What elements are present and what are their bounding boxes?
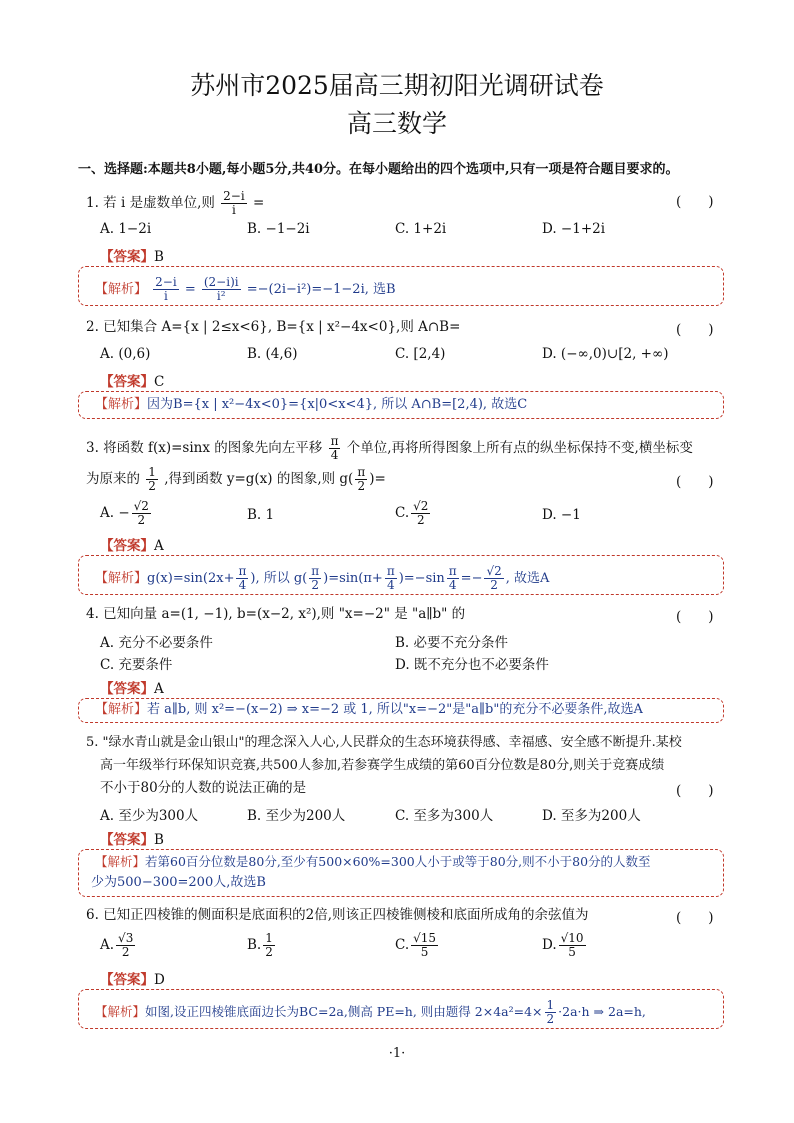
q1-frac-num: 2−i	[223, 189, 245, 203]
q3-shift-frac	[329, 435, 341, 462]
q6-opt-d-n: √10	[560, 931, 584, 945]
q2-analysis-text: 因为B={x | x²−4x<0}={x|0<x<4}, 所以 A∩B=[2,4), 故选C	[147, 397, 528, 412]
q2-option-a: A. (0,6)	[100, 346, 151, 362]
q1-frac-den: i	[232, 203, 236, 217]
q2-analysis-label: 【解析】	[95, 397, 148, 412]
q6-option-d	[542, 932, 588, 959]
q6-an-a: 如图,设正四棱锥底面边长为BC=2a,侧高 PE=h, 则由题得 2×4a²=4×	[145, 1004, 543, 1019]
q1-answer-label: 【答案】	[100, 249, 154, 265]
q2-answer	[100, 370, 164, 390]
q3-opt-a-d: 2	[137, 513, 146, 527]
q4-analysis-text: 若 a∥b, 则 x²=−(x−2) ⇒ x=−2 或 1, 所以"x=−2"是"a∥b"的充分不必要条件,故选A	[147, 702, 643, 717]
q3-opt-c-d: 2	[416, 513, 425, 527]
q3-answer-paren: ( )	[676, 474, 714, 490]
q1-answer-value: B	[154, 249, 164, 265]
q5-answer-paren: ( )	[676, 783, 714, 799]
q6-opt-a-frac	[116, 932, 135, 959]
q6-option-c	[395, 932, 440, 959]
q4-analysis	[95, 700, 643, 720]
q5-option-c: C. 至多为300人	[395, 808, 494, 824]
q6-analysis	[95, 999, 646, 1026]
q3-an-a-n: π	[238, 564, 247, 578]
q6-opt-b-frac	[263, 932, 275, 959]
q1-option-b: B. −1−2i	[247, 221, 310, 237]
q4-answer-value: A	[154, 681, 164, 697]
q3-an-frac-e	[484, 565, 503, 592]
q4-answer-label: 【答案】	[100, 681, 154, 697]
q6-opt-a-pre: A.	[100, 937, 115, 953]
q3-an-a-d: 4	[238, 578, 247, 592]
q3-an-frac-a	[236, 565, 248, 592]
q5-stem-line1: 5. "绿水青山就是金山银山"的理念深入人心,人民群众的生态环境获得感、幸福感、安全感不断提升.某校	[86, 735, 682, 750]
q1-an-f2d: i²	[216, 289, 226, 303]
q6-opt-c-n: √15	[413, 931, 437, 945]
q1-fraction	[221, 190, 247, 217]
q5-analysis-line1	[95, 852, 651, 872]
q3-an-c: )=sin(π+	[323, 571, 383, 586]
q3-half-d: 2	[148, 479, 156, 493]
q3-answer-label: 【答案】	[100, 538, 154, 554]
q6-answer-paren: ( )	[676, 910, 714, 926]
q6-analysis-box	[78, 989, 724, 1029]
q3-an-d-d: 4	[448, 578, 457, 592]
q4-analysis-label: 【解析】	[95, 702, 148, 717]
q3-gp-frac	[355, 466, 367, 493]
q4-option-b: B. 必要不充分条件	[395, 635, 509, 651]
q6-answer-label: 【答案】	[100, 972, 154, 988]
q3-gp-n: π	[357, 465, 366, 479]
q5-option-a: A. 至少为300人	[100, 808, 199, 824]
q3-option-b: B. 1	[247, 507, 275, 523]
q4-option-a: A. 充分不必要条件	[100, 635, 213, 651]
q3-an-d-n: π	[448, 564, 457, 578]
q3-opt-a-n: √2	[133, 499, 149, 513]
q3-stem-line2	[86, 466, 386, 493]
q2-stem: 2. 已知集合 A={x | 2≤x<6}, B={x | x²−4x<0},则 A∩B=	[86, 319, 461, 335]
q5-analysis-box	[78, 849, 724, 897]
q2-option-c: C. [2,4)	[395, 346, 446, 362]
q1-stem	[86, 190, 264, 217]
q3-opt-a-pre: A. −	[100, 505, 130, 521]
q4-option-d: D. 既不充分也不必要条件	[395, 657, 549, 673]
q3-an-frac-b	[309, 565, 321, 592]
q5-stem-line2: 高一年级举行环保知识竞赛,共500人参加,若参赛学生成绩的第60百分位数是80分,则关于竞赛成绩	[100, 758, 665, 773]
q3-answer-value: A	[154, 538, 164, 554]
q6-an-d: 2	[546, 1012, 555, 1026]
q6-option-b	[247, 932, 277, 959]
q2-answer-paren: ( )	[676, 322, 714, 338]
q6-opt-d-frac	[559, 932, 586, 959]
q3-line2-post: )=	[369, 471, 386, 487]
q1-an-f1d: i	[164, 289, 168, 303]
q5-analysis-label: 【解析】	[95, 854, 146, 869]
q6-analysis-label: 【解析】	[95, 1004, 146, 1019]
q3-answer	[100, 534, 164, 554]
q1-option-a: A. 1−2i	[100, 221, 152, 237]
q6-an-frac	[545, 999, 557, 1026]
q6-opt-d-pre: D.	[542, 937, 557, 953]
q3-an-d: )=−sin	[398, 571, 445, 586]
q3-opt-c-frac	[411, 500, 430, 527]
q6-opt-b-n: 1	[265, 931, 273, 945]
q5-option-b: B. 至少为200人	[247, 808, 346, 824]
q4-answer	[100, 677, 164, 697]
q1-an-f1n: 2−i	[155, 275, 177, 289]
q3-opt-a-frac	[132, 500, 151, 527]
q3-an-b-n: π	[311, 564, 320, 578]
q6-opt-b-d: 2	[265, 945, 273, 959]
q6-opt-d-d: 5	[568, 945, 576, 959]
page-subtitle: 高三数学	[346, 109, 447, 138]
q3-an-frac-c	[385, 565, 397, 592]
q3-an-a: g(x)=sin(2x+	[147, 571, 235, 586]
q3-shift-n: π	[330, 434, 339, 448]
q3-line1-pre: 3. 将函数 f(x)=sinx 的图象先向左平移	[86, 440, 323, 456]
q6-opt-a-d: 2	[121, 945, 130, 959]
q5-answer-label: 【答案】	[100, 832, 154, 848]
q3-opt-c-n: √2	[413, 499, 429, 513]
q1-analysis: 【解析】 $\frac{2-i}{i}$ = $\frac{(2-i)i}{\text{i²}}$ =−(2i−i²)=−1−2i, 选B	[95, 275, 396, 303]
q3-option-d: D. −1	[542, 507, 581, 523]
q6-opt-b-pre: B.	[247, 937, 262, 953]
q1-option-d: D. −1+2i	[542, 221, 606, 237]
q5-answer	[100, 828, 164, 848]
q3-an-b: ), 所以 g(	[250, 571, 308, 586]
q3-stem-line1	[86, 435, 693, 462]
q3-gp-d: 2	[357, 479, 366, 493]
q3-opt-c-pre: C.	[395, 505, 410, 521]
q3-line1-post: 个单位,再将所得图象上所有点的纵坐标保持不变,横坐标变	[346, 440, 693, 456]
q1-analysis-label: 【解析】	[95, 282, 148, 297]
q3-an-c-d: 4	[386, 578, 395, 592]
q1-stem-text: 1. 若 i 是虚数单位,则	[86, 195, 215, 211]
q3-option-a	[100, 500, 153, 527]
q1-an-frac2	[202, 276, 241, 303]
q3-analysis-box	[78, 555, 724, 595]
q3-analysis	[95, 565, 549, 592]
q5-analysis-line2: 少为500−300=200人,故选B	[91, 875, 266, 890]
q2-analysis	[95, 395, 527, 415]
q5-stem-line3: 不小于80分的人数的说法正确的是	[100, 780, 307, 796]
q3-option-c	[395, 500, 432, 527]
q6-answer-value: D	[154, 972, 165, 988]
q5-option-d: D. 至多为200人	[542, 808, 641, 824]
q1-analysis-box	[78, 266, 724, 306]
q3-an-e: =−	[460, 571, 483, 586]
q6-option-a	[100, 932, 137, 959]
page-title: 苏州市2025届高三期初阳光调研试卷	[190, 71, 604, 100]
q2-answer-label: 【答案】	[100, 374, 154, 390]
q4-stem: 4. 已知向量 a=(1, −1), b=(x−2, x²),则 "x=−2" 是 "a∥b" 的	[86, 606, 466, 622]
q5-answer-value: B	[154, 832, 164, 848]
q1-option-c: C. 1+2i	[395, 221, 447, 237]
q2-answer-value: C	[154, 374, 165, 390]
q5-analysis-text1: 若第60百分位数是80分,至少有500×60%=300人小于或等于80分,则不小于80分的人数至	[145, 854, 651, 869]
q2-analysis-box	[78, 391, 724, 419]
q6-opt-a-n: √3	[118, 931, 134, 945]
q3-half-frac	[146, 466, 158, 493]
q6-an-n: 1	[546, 998, 555, 1012]
q4-analysis-box	[78, 698, 724, 723]
q1-an-frac1	[153, 276, 179, 303]
q3-shift-d: 4	[330, 448, 339, 462]
q1-stem-end: =	[253, 195, 265, 211]
section-heading: 一、选择题:本题共8小题,每小题5分,共40分。在每小题给出的四个选项中,只有一项是符合题目要求的。	[78, 162, 679, 177]
q6-stem: 6. 已知正四棱锥的侧面积是底面积的2倍,则该正四棱锥侧棱和底面所成角的余弦值为	[86, 907, 589, 923]
q3-an-f: , 故选A	[505, 571, 550, 586]
q3-an-b-d: 2	[311, 578, 320, 592]
q6-answer	[100, 968, 165, 988]
q3-line2-pre: 为原来的	[86, 471, 140, 487]
q1-an-f2n: (2−i)i	[203, 275, 239, 289]
q3-line2-mid: ,得到函数 y=g(x) 的图象,则 g(	[164, 471, 354, 487]
q1-an-rest: =−(2i−i²)=−1−2i, 选B	[246, 282, 396, 297]
q4-answer-paren: ( )	[676, 609, 714, 625]
q6-opt-c-frac	[411, 932, 438, 959]
q6-an-b: ·2a·h ⇒ 2a=h,	[558, 1004, 646, 1019]
q3-half-n: 1	[148, 465, 156, 479]
page-number: ·1·	[388, 1046, 406, 1061]
q2-option-d: D. (−∞,0)∪[2, +∞)	[542, 346, 669, 362]
q3-an-e-d: 2	[490, 578, 498, 592]
q6-opt-c-d: 5	[420, 945, 429, 959]
q3-analysis-label: 【解析】	[95, 571, 148, 586]
q6-opt-c-pre: C.	[395, 937, 410, 953]
q3-an-frac-d	[447, 565, 459, 592]
q2-option-b: B. (4,6)	[247, 346, 298, 362]
q3-an-e-n: √2	[486, 564, 502, 578]
q3-an-c-n: π	[386, 564, 395, 578]
q4-option-c: C. 充要条件	[100, 657, 173, 673]
q1-answer-paren: ( )	[676, 194, 714, 210]
q1-answer	[100, 245, 164, 265]
